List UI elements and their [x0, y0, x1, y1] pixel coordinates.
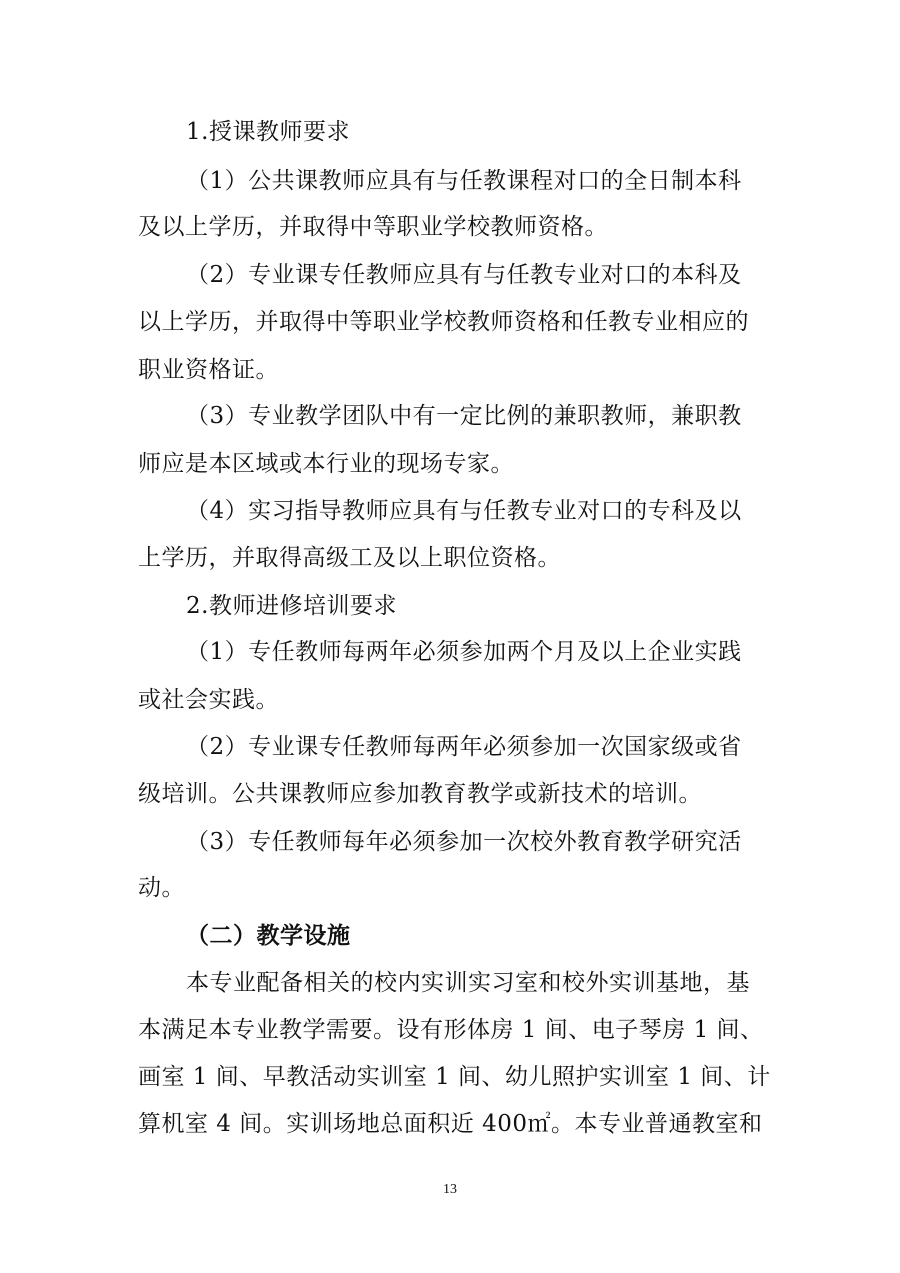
- paragraph-line: 及以上学历，并取得中等职业学校教师资格。: [138, 214, 608, 240]
- paragraph-line: （3）专业教学团队中有一定比例的兼职教师，兼职教: [186, 403, 742, 429]
- heading-teacher-training: 2.教师进修培训要求: [186, 593, 397, 619]
- paragraph-line: 本专业配备相关的校内实训实习室和校外实训基地，基: [186, 970, 750, 996]
- paragraph-line: 本满足本专业教学需要。设有形体房 1 间、电子琴房 1 间、: [138, 1017, 764, 1043]
- paragraph-line: 算机室 4 间。实训场地总面积近 400㎡。本专业普通教室和: [138, 1111, 763, 1137]
- paragraph-line: （1）公共课教师应具有与任教课程对口的全日制本科: [186, 168, 742, 194]
- page-number: 13: [443, 1182, 457, 1197]
- paragraph-line: 职业资格证。: [138, 357, 279, 383]
- paragraph-line: 或社会实践。: [138, 687, 279, 713]
- paragraph-line: 级培训。公共课教师应参加教育教学或新技术的培训。: [138, 781, 702, 807]
- paragraph-line: （2）专业课专任教师每两年必须参加一次国家级或省: [186, 734, 742, 760]
- section-heading-teaching-facilities: （二）教学设施: [186, 922, 351, 949]
- paragraph-line: 以上学历，并取得中等职业学校教师资格和任教专业相应的: [138, 309, 749, 335]
- paragraph-line: （3）专任教师每年必须参加一次校外教育教学研究活: [186, 829, 742, 855]
- paragraph-line: （2）专业课专任教师应具有与任教专业对口的本科及: [186, 262, 742, 288]
- paragraph-line: 上学历，并取得高级工及以上职位资格。: [138, 545, 561, 571]
- paragraph-line: （4）实习指导教师应具有与任教专业对口的专科及以: [186, 498, 742, 524]
- heading-teacher-requirements: 1.授课教师要求: [186, 119, 350, 145]
- paragraph-line: （1）专任教师每两年必须参加两个月及以上企业实践: [186, 639, 742, 665]
- paragraph-line: 动。: [138, 875, 185, 901]
- paragraph-line: 画室 1 间、早教活动实训室 1 间、幼儿照护实训室 1 间、计: [138, 1064, 771, 1090]
- paragraph-line: 师应是本区域或本行业的现场专家。: [138, 451, 514, 477]
